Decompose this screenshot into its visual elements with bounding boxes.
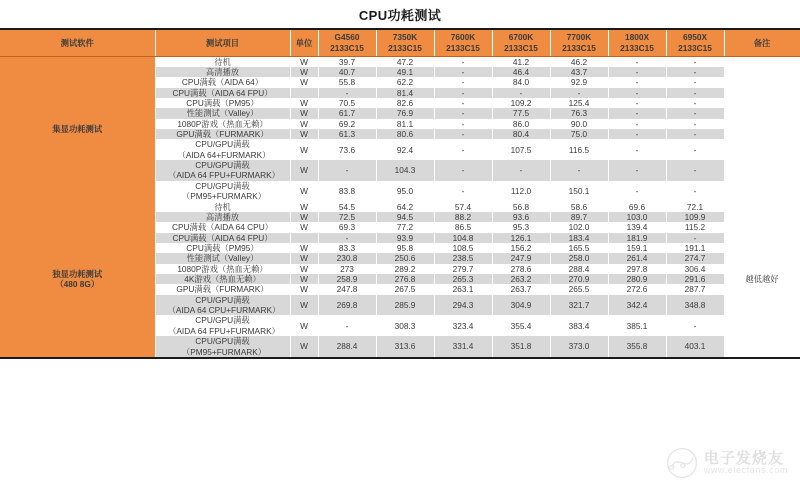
test-item (155, 98, 290, 108)
value-cell: 92.4 (376, 139, 434, 160)
test-item (155, 160, 290, 181)
value-cell: - (434, 119, 492, 129)
test-item-line1: CPU满载（PM95） (186, 97, 259, 108)
unit-value: W (290, 284, 318, 294)
value-cell: 263.1 (434, 284, 492, 294)
value-cell: 69.6 (608, 202, 666, 212)
group-label-line: （480 8G） (55, 279, 100, 290)
watermark-brand: 电子发烧友 (703, 448, 784, 467)
value-cell: - (318, 160, 376, 181)
value-cell: - (318, 315, 376, 336)
value-cell: 86.5 (434, 222, 492, 232)
value-cell: 94.5 (376, 212, 434, 222)
unit-value: W (290, 243, 318, 253)
test-item-line1: GPU满载（FURMARK） (176, 284, 269, 295)
value-cell: - (318, 233, 376, 243)
value-cell: 108.5 (434, 243, 492, 253)
value-cell: 112.0 (492, 181, 550, 202)
value-cell: 355.4 (492, 315, 550, 336)
unit-value: W (290, 315, 318, 336)
value-cell: - (608, 129, 666, 139)
header-cpu-3 (492, 29, 550, 56)
value-cell: 191.1 (666, 243, 724, 253)
value-cell: 43.7 (550, 67, 608, 77)
value-cell: 75.0 (550, 129, 608, 139)
unit-value (290, 88, 318, 98)
value-cell: 73.6 (318, 139, 376, 160)
header-note: 备注 (724, 29, 800, 56)
test-item (155, 253, 290, 263)
value-cell: - (666, 233, 724, 243)
test-item-line1: 高清播放 (205, 66, 240, 77)
value-cell: - (666, 181, 724, 202)
cpu-mem-0: 2133C15 (330, 42, 364, 53)
value-cell: 159.1 (608, 243, 666, 253)
unit-value: W (290, 202, 318, 212)
test-item (155, 108, 290, 118)
value-cell: 288.4 (550, 264, 608, 274)
value-cell: 55.8 (318, 77, 376, 87)
test-item-line2: （AIDA 64 FPU+FURMARK） (168, 170, 280, 181)
value-cell: 61.3 (318, 129, 376, 139)
value-cell: - (550, 160, 608, 181)
value-cell: 41.2 (492, 56, 550, 67)
cpu-mem-1: 2133C15 (388, 42, 422, 53)
header-software: 测试软件 (0, 29, 155, 56)
value-cell: 83.3 (318, 243, 376, 253)
value-cell: 39.7 (318, 56, 376, 67)
value-cell: - (608, 77, 666, 87)
value-cell: 156.2 (492, 243, 550, 253)
value-cell: 57.4 (434, 202, 492, 212)
header-cpu-0 (318, 29, 376, 56)
value-cell: - (434, 88, 492, 98)
value-cell: 62.2 (376, 77, 434, 87)
test-item (155, 243, 290, 253)
unit-value: W (290, 98, 318, 108)
value-cell: 80.4 (492, 129, 550, 139)
test-item (155, 233, 290, 243)
watermark (665, 446, 788, 480)
header-item: 测试项目 (155, 29, 290, 56)
value-cell: - (666, 160, 724, 181)
test-item (155, 119, 290, 129)
value-cell: 230.8 (318, 253, 376, 263)
test-item (155, 212, 290, 222)
value-cell: 126.1 (492, 233, 550, 243)
value-cell: - (608, 67, 666, 77)
value-cell: 77.5 (492, 108, 550, 118)
test-item-line1: CPU/GPU满载 (195, 315, 250, 326)
value-cell: - (666, 119, 724, 129)
value-cell: 56.8 (492, 202, 550, 212)
value-cell: 247.8 (318, 284, 376, 294)
unit-value: W (290, 139, 318, 160)
value-cell: 115.2 (666, 222, 724, 232)
value-cell: 403.1 (666, 336, 724, 358)
unit-value: W (290, 181, 318, 202)
test-item-line1: CPU满载（AIDA 64 FPU） (172, 87, 273, 98)
value-cell: 116.5 (550, 139, 608, 160)
power-consumption-table (0, 28, 800, 359)
test-item-line1: 1080P游戏（热血无赖） (177, 118, 268, 129)
table-row (0, 56, 800, 67)
test-item (155, 67, 290, 77)
value-cell: 82.6 (376, 98, 434, 108)
value-cell: - (434, 181, 492, 202)
value-cell: 306.4 (666, 264, 724, 274)
value-cell: 355.8 (608, 336, 666, 358)
value-cell: 308.3 (376, 315, 434, 336)
value-cell: 291.6 (666, 274, 724, 284)
value-cell: 102.0 (550, 222, 608, 232)
test-item (155, 315, 290, 336)
value-cell: 274.7 (666, 253, 724, 263)
value-cell: 46.4 (492, 67, 550, 77)
value-cell: 342.4 (608, 295, 666, 316)
value-cell: - (434, 129, 492, 139)
value-cell: 47.2 (376, 56, 434, 67)
value-cell: 238.5 (434, 253, 492, 263)
test-item (155, 222, 290, 232)
value-cell: 109.2 (492, 98, 550, 108)
header-cpu-4 (550, 29, 608, 56)
value-cell: - (666, 98, 724, 108)
test-item-line1: 性能测试（Valley） (186, 253, 259, 264)
test-item-line2: （AIDA 64 FPU+FURMARK） (168, 325, 280, 336)
test-item-line1: CPU/GPU满载 (195, 160, 250, 171)
test-item (155, 284, 290, 294)
test-item-line1: CPU/GPU满载 (195, 336, 250, 347)
value-cell: 69.2 (318, 119, 376, 129)
value-cell: 95.0 (376, 181, 434, 202)
test-item (155, 181, 290, 202)
value-cell: - (434, 56, 492, 67)
value-cell: - (608, 119, 666, 129)
unit-value: W (290, 77, 318, 87)
value-cell: 278.6 (492, 264, 550, 274)
value-cell: 288.4 (318, 336, 376, 358)
cpu-mem-4: 2133C15 (562, 42, 596, 53)
group-note-1: 越低越好 (724, 202, 800, 358)
value-cell: 304.9 (492, 295, 550, 316)
unit-value: W (290, 253, 318, 263)
test-item (155, 274, 290, 284)
value-cell: - (666, 56, 724, 67)
test-item-line2: （AIDA 64+FURMARK） (177, 149, 271, 160)
cpu-mem-5: 2133C15 (620, 42, 654, 53)
value-cell: 313.6 (376, 336, 434, 358)
test-item-line1: CPU满载（AIDA 64） (181, 77, 264, 88)
header-cpu-2 (434, 29, 492, 56)
value-cell: 125.4 (550, 98, 608, 108)
unit-value: W (290, 108, 318, 118)
header-unit: 单位 (290, 29, 318, 56)
header-cpu-6 (666, 29, 724, 56)
value-cell: 351.8 (492, 336, 550, 358)
value-cell: 104.8 (434, 233, 492, 243)
value-cell: 250.6 (376, 253, 434, 263)
test-item-line1: 待机 (214, 56, 231, 67)
value-cell: - (666, 139, 724, 160)
value-cell: 49.1 (376, 67, 434, 77)
value-cell: 273 (318, 264, 376, 274)
watermark-url: www.elecfans.com (703, 465, 788, 476)
value-cell: - (434, 160, 492, 181)
value-cell: 81.4 (376, 88, 434, 98)
logo-icon (665, 446, 699, 480)
value-cell: 258.0 (550, 253, 608, 263)
value-cell: 107.5 (492, 139, 550, 160)
value-cell: 95.8 (376, 243, 434, 253)
group-label-line: 独显功耗测试 (52, 268, 103, 279)
test-item-line1: GPU满载（FURMARK） (176, 129, 269, 140)
value-cell: 103.0 (608, 212, 666, 222)
value-cell: 181.9 (608, 233, 666, 243)
value-cell: 104.3 (376, 160, 434, 181)
test-item-line1: 1080P游戏（热血无赖） (177, 263, 268, 274)
value-cell: - (666, 88, 724, 98)
test-item-line1: CPU满载（AIDA 64 CPU） (172, 222, 273, 233)
value-cell: 287.7 (666, 284, 724, 294)
group-label-line: 集显功耗测试 (52, 123, 103, 134)
unit-value: W (290, 264, 318, 274)
test-item (155, 129, 290, 139)
test-item-line1: 性能测试（Valley） (186, 108, 259, 119)
test-item-line2: （PM95+FURMARK） (181, 191, 267, 202)
value-cell: 72.5 (318, 212, 376, 222)
value-cell: 385.1 (608, 315, 666, 336)
page-title: CPU功耗测试 (358, 7, 442, 23)
cpu-name-4: 7700K (566, 32, 592, 43)
header-row (0, 29, 800, 56)
value-cell: - (666, 77, 724, 87)
test-item-line1: 高清播放 (205, 211, 240, 222)
test-item-line2: （AIDA 64 CPU+FURMARK） (167, 305, 281, 316)
value-cell: 93.9 (376, 233, 434, 243)
cpu-name-1: 7350K (392, 32, 418, 43)
value-cell: 270.9 (550, 274, 608, 284)
value-cell: 70.5 (318, 98, 376, 108)
test-item (155, 139, 290, 160)
group-label-0 (0, 56, 155, 202)
value-cell: 89.7 (550, 212, 608, 222)
value-cell: 272.6 (608, 284, 666, 294)
test-item-line2: （PM95+FURMARK） (181, 346, 267, 357)
unit-value: W (290, 67, 318, 77)
value-cell: 263.7 (492, 284, 550, 294)
value-cell: 183.4 (550, 233, 608, 243)
value-cell: 54.5 (318, 202, 376, 212)
value-cell: 88.2 (434, 212, 492, 222)
value-cell: - (608, 139, 666, 160)
value-cell: 280.9 (608, 274, 666, 284)
group-note-0 (724, 56, 800, 202)
value-cell: - (434, 139, 492, 160)
value-cell: 90.0 (550, 119, 608, 129)
cpu-mem-6: 2133C15 (678, 42, 712, 53)
watermark-text (704, 450, 788, 476)
value-cell: 373.0 (550, 336, 608, 358)
value-cell: 285.9 (376, 295, 434, 316)
value-cell: - (666, 129, 724, 139)
table-header (0, 29, 800, 56)
unit-value: W (290, 295, 318, 316)
test-item (155, 77, 290, 87)
value-cell: 139.4 (608, 222, 666, 232)
value-cell: 321.7 (550, 295, 608, 316)
value-cell: 64.2 (376, 202, 434, 212)
table-body (0, 56, 800, 358)
value-cell: 84.0 (492, 77, 550, 87)
value-cell: 86.0 (492, 119, 550, 129)
value-cell: 165.5 (550, 243, 608, 253)
value-cell: 93.6 (492, 212, 550, 222)
value-cell: - (434, 77, 492, 87)
value-cell: 279.7 (434, 264, 492, 274)
value-cell: 80.6 (376, 129, 434, 139)
value-cell: - (608, 98, 666, 108)
value-cell: - (434, 98, 492, 108)
value-cell: 76.9 (376, 108, 434, 118)
header-cpu-5 (608, 29, 666, 56)
value-cell: 69.3 (318, 222, 376, 232)
cpu-name-2: 7600K (450, 32, 476, 43)
test-item (155, 56, 290, 67)
value-cell: - (434, 108, 492, 118)
test-item (155, 202, 290, 212)
value-cell: 92.9 (550, 77, 608, 87)
test-item-line1: CPU/GPU满载 (195, 180, 250, 191)
cpu-name-5: 1800X (625, 32, 649, 43)
unit-value (290, 233, 318, 243)
test-item-line1: CPU满载（AIDA 64 FPU） (172, 232, 273, 243)
value-cell: - (318, 88, 376, 98)
unit-value: W (290, 336, 318, 358)
test-item (155, 88, 290, 98)
test-item-line1: 4K游戏（热血无赖） (184, 274, 261, 285)
value-cell: 267.5 (376, 284, 434, 294)
value-cell: 261.4 (608, 253, 666, 263)
unit-value: W (290, 56, 318, 67)
test-item (155, 336, 290, 358)
value-cell: 58.6 (550, 202, 608, 212)
value-cell: 40.7 (318, 67, 376, 77)
value-cell: 383.4 (550, 315, 608, 336)
value-cell: 61.7 (318, 108, 376, 118)
value-cell: - (666, 315, 724, 336)
test-item-line1: CPU满载（PM95） (186, 242, 259, 253)
unit-value: W (290, 222, 318, 232)
value-cell: 331.4 (434, 336, 492, 358)
value-cell: 289.2 (376, 264, 434, 274)
cpu-name-0: G4560 (334, 32, 360, 43)
header-cpu-1 (376, 29, 434, 56)
value-cell: 258.9 (318, 274, 376, 284)
value-cell: 297.8 (608, 264, 666, 274)
value-cell: 265.3 (434, 274, 492, 284)
page-title-bar (0, 0, 800, 28)
value-cell: - (434, 67, 492, 77)
value-cell: 76.3 (550, 108, 608, 118)
value-cell: - (608, 56, 666, 67)
value-cell: 72.1 (666, 202, 724, 212)
value-cell: 276.8 (376, 274, 434, 284)
value-cell: - (666, 67, 724, 77)
value-cell: 109.9 (666, 212, 724, 222)
test-item-line1: CPU/GPU满载 (195, 139, 250, 150)
value-cell: 77.2 (376, 222, 434, 232)
test-item (155, 264, 290, 274)
value-cell: 81.1 (376, 119, 434, 129)
value-cell: 83.8 (318, 181, 376, 202)
value-cell: 269.8 (318, 295, 376, 316)
test-item (155, 295, 290, 316)
value-cell: 323.4 (434, 315, 492, 336)
value-cell: 150.1 (550, 181, 608, 202)
cpu-name-3: 6700K (508, 32, 534, 43)
value-cell: - (666, 108, 724, 118)
value-cell: - (492, 160, 550, 181)
test-item-line1: 待机 (214, 201, 231, 212)
group-label-1 (0, 202, 155, 358)
value-cell: - (550, 88, 608, 98)
unit-value: W (290, 212, 318, 222)
value-cell: 46.2 (550, 56, 608, 67)
cpu-name-6: 6950X (683, 32, 707, 43)
test-item-line1: CPU/GPU满载 (195, 294, 250, 305)
value-cell: 348.8 (666, 295, 724, 316)
value-cell: - (608, 108, 666, 118)
unit-value: W (290, 274, 318, 284)
value-cell: 247.9 (492, 253, 550, 263)
value-cell: 294.3 (434, 295, 492, 316)
value-cell: - (608, 181, 666, 202)
value-cell: - (608, 88, 666, 98)
value-cell: 265.5 (550, 284, 608, 294)
unit-value: W (290, 119, 318, 129)
value-cell: - (608, 160, 666, 181)
table-row (0, 202, 800, 212)
unit-value: W (290, 160, 318, 181)
value-cell: 95.3 (492, 222, 550, 232)
unit-value: W (290, 129, 318, 139)
cpu-mem-2: 2133C15 (446, 42, 480, 53)
value-cell: - (492, 88, 550, 98)
cpu-mem-3: 2133C15 (504, 42, 538, 53)
value-cell: 263.2 (492, 274, 550, 284)
